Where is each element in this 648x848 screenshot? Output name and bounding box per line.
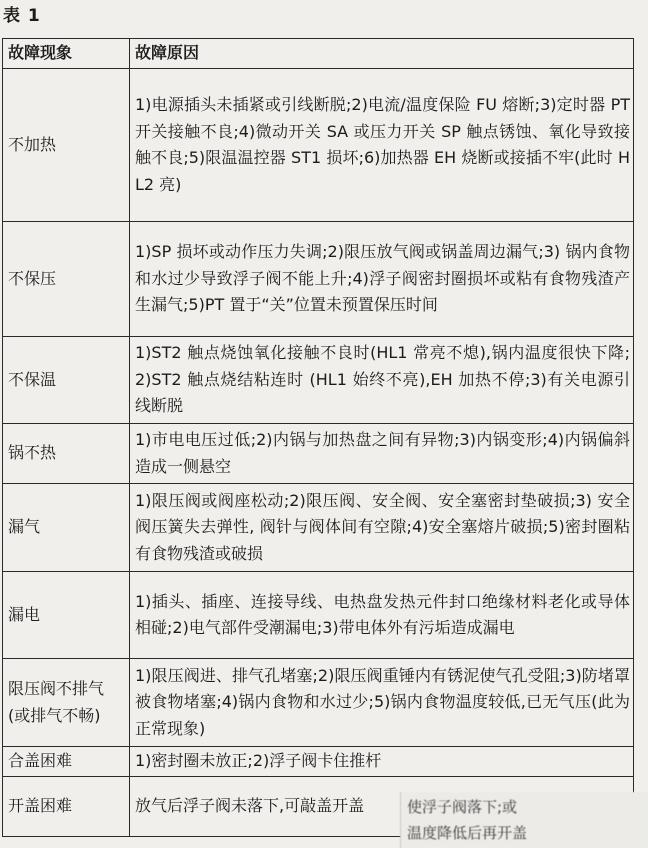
table-row: [3, 424, 634, 484]
symptom-cell: 锅不热: [3, 424, 130, 484]
table-row: [3, 337, 634, 424]
overlay-line: 温度降低后再开盖: [407, 824, 528, 842]
symptom-cell: 开盖困难: [3, 777, 130, 837]
table-row: [3, 747, 634, 777]
symptom-cell: 合盖困难: [3, 747, 130, 777]
table-title: 表 1: [3, 6, 41, 26]
cause-cell: 1)SP 损坏或动作压力失调;2)限压放气阀或锅盖周边漏气;3) 锅内食物和水过少导致浮子阀不能上升;4)浮子阀密封圈损坏或粘有食物残渣产生漏气;5)PT 置于“关”位置未预置保压时间: [130, 222, 634, 337]
symptom-cell: 不保压: [3, 222, 130, 337]
cause-cell: 放气后浮子阀未落下,可敲盖开盖: [130, 777, 634, 837]
cause-cell: 1)电源插头未插紧或引线断脱;2)电流/温度保险 FU 熔断;3)定时器 PT 开关接触不良;4)微动开关 SA 或压力开关 SP 触点锈蚀、氧化导致接触不良;5)限温温控器 ST1 损坏;6)加热器 EH 烧断或接插不牢(此时 HL2 亮): [130, 69, 634, 222]
table-row: [3, 69, 634, 222]
cause-cell: 1)限压阀进、排气孔堵塞;2)限压阀重锤内有锈泥使气孔受阻;3)防堵罩被食物堵塞;4)锅内食物和水过少;5)锅内食物温度较低,已无气压(此为正常现象): [130, 659, 634, 747]
symptom-cell: 不保温: [3, 337, 130, 424]
cause-cell: 1)ST2 触点烧蚀氧化接触不良时(HL1 常亮不熄),锅内温度很快下降;2)ST2 触点烧结粘连时 (HL1 始终不亮),EH 加热不停;3)有关电源引线断脱: [130, 337, 634, 424]
table-row: [3, 484, 634, 572]
table-row: [3, 222, 634, 337]
header-cause: 故障原因: [130, 39, 634, 69]
cause-cell: 1)插头、插座、连接导线、电热盘发热元件封口绝缘材料老化或导体相碰;2)电气部件受潮漏电;3)带电体外有污垢造成漏电: [130, 572, 634, 659]
cause-cell: 1)密封圈未放正;2)浮子阀卡住推杆: [130, 747, 634, 777]
table-header-row: [3, 39, 634, 69]
cause-cell: 1)市电电压过低;2)内锅与加热盘之间有异物;3)内锅变形;4)内锅偏斜造成一侧悬空: [130, 424, 634, 484]
overlay-line: 使浮子阀落下;或: [407, 798, 518, 816]
symptom-cell: 漏气: [3, 484, 130, 572]
symptom-cell: 不加热: [3, 69, 130, 222]
table-row: [3, 659, 634, 747]
symptom-cell: 漏电: [3, 572, 130, 659]
cause-cell: 1)限压阀或阀座松动;2)限压阀、安全阀、安全塞密封垫破损;3) 安全阀压簧失去弹性, 阀针与阀体间有空隙;4)安全塞熔片破损;5)密封圈粘有食物残渣或破损: [130, 484, 634, 572]
table-row: [3, 572, 634, 659]
symptom-cell: 限压阀不排气(或排气不畅): [3, 659, 130, 747]
overlay-snippet: [400, 792, 648, 848]
fault-table: [2, 38, 634, 837]
header-symptom: 故障现象: [3, 39, 130, 69]
